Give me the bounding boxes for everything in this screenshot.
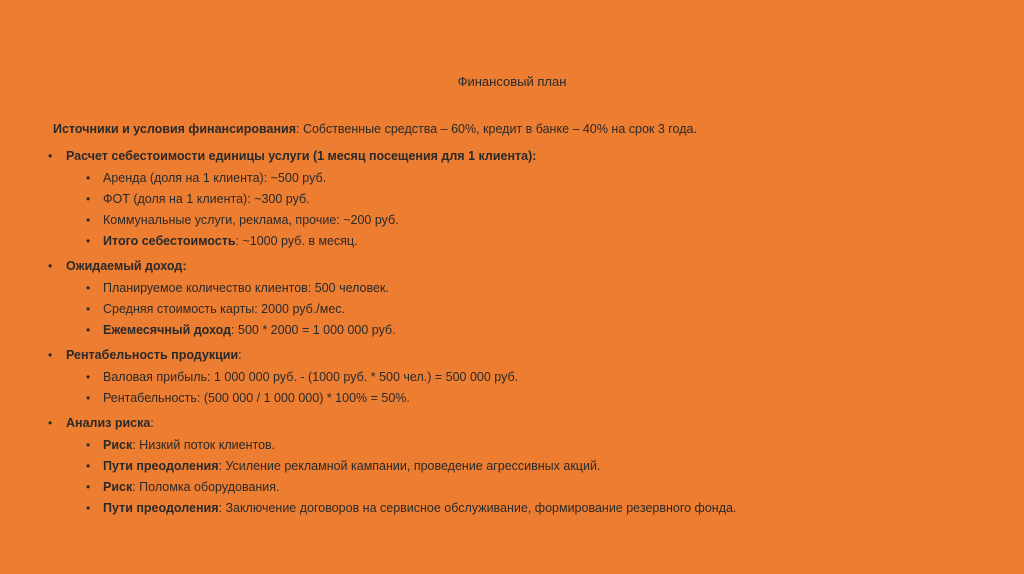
- list-item: [48, 500, 736, 517]
- sub-list: [48, 369, 736, 407]
- sections-list: [48, 148, 736, 525]
- section-heading-suffix: :: [238, 348, 242, 362]
- list-item-label: Пути преодоления: [103, 501, 219, 515]
- section: [48, 258, 736, 339]
- bullet-icon: •: [48, 348, 53, 362]
- sub-list: [48, 437, 736, 517]
- list-item-label: Риск: [103, 480, 133, 494]
- list-item-text: : Низкий поток клиентов.: [132, 438, 276, 452]
- list-item-text: : 500 * 2000 = 1 000 000 руб.: [231, 323, 396, 337]
- list-item-text: Средняя стоимость карты: 2000 руб./мес.: [103, 302, 346, 316]
- list-item-text: : ~1000 руб. в месяц.: [235, 234, 358, 248]
- bullet-icon: •: [86, 480, 91, 494]
- section-heading: [48, 148, 736, 165]
- list-item-label: Риск: [103, 438, 133, 452]
- list-item: [48, 479, 736, 496]
- list-item-text: Рентабельность: (500 000 / 1 000 000) * 100% = 50%.: [103, 391, 410, 405]
- section-heading-text: Ожидаемый доход:: [66, 259, 187, 273]
- section-heading-text: Анализ риска: [66, 416, 151, 430]
- section-heading: [48, 415, 736, 432]
- sub-list: [48, 280, 736, 339]
- bullet-icon: •: [48, 259, 53, 273]
- section: [48, 148, 736, 250]
- section-heading: [48, 258, 736, 275]
- list-item: [48, 369, 736, 386]
- bullet-icon: •: [86, 234, 91, 248]
- list-item-text: Коммунальные услуги, реклама, прочие: ~200 руб.: [103, 213, 399, 227]
- section-heading-suffix: :: [150, 416, 154, 430]
- section: [48, 347, 736, 407]
- bullet-icon: •: [48, 416, 53, 430]
- financing-sources-text: : Собственные средства – 60%, кредит в банке – 40% на срок 3 года.: [296, 122, 697, 136]
- list-item: [48, 322, 736, 339]
- list-item-text: ФОТ (доля на 1 клиента): ~300 руб.: [103, 192, 310, 206]
- bullet-icon: •: [86, 213, 91, 227]
- section: [48, 415, 736, 517]
- section-heading-text: Расчет себестоимости единицы услуги (1 месяц посещения для 1 клиента):: [66, 149, 537, 163]
- bullet-icon: •: [86, 171, 91, 185]
- list-item-label: Ежемесячный доход: [103, 323, 232, 337]
- bullet-icon: •: [86, 501, 91, 515]
- list-item: [48, 301, 736, 318]
- list-item-text: Планируемое количество клиентов: 500 человек.: [103, 281, 389, 295]
- bullet-icon: •: [86, 323, 91, 337]
- list-item-label: Итого себестоимость: [103, 234, 236, 248]
- bullet-icon: •: [86, 281, 91, 295]
- bullet-icon: •: [48, 149, 53, 163]
- bullet-icon: •: [86, 391, 91, 405]
- list-item: [48, 191, 736, 208]
- section-heading: [48, 347, 736, 364]
- list-item: [48, 212, 736, 229]
- bullet-icon: •: [86, 438, 91, 452]
- bullet-icon: •: [86, 459, 91, 473]
- financing-sources-label: Источники и условия финансирования: [53, 122, 296, 136]
- list-item: [48, 233, 736, 250]
- list-item-text: : Поломка оборудования.: [132, 480, 280, 494]
- section-heading-text: Рентабельность продукции: [66, 348, 239, 362]
- bullet-icon: •: [86, 302, 91, 316]
- list-item: [48, 170, 736, 187]
- sub-list: [48, 170, 736, 250]
- bullet-icon: •: [86, 370, 91, 384]
- list-item-text: : Заключение договоров на сервисное обслуживание, формирование резервного фонда.: [218, 501, 737, 515]
- list-item: [48, 280, 736, 297]
- list-item: [48, 437, 736, 454]
- list-item: [48, 390, 736, 407]
- list-item: [48, 458, 736, 475]
- list-item-text: Валовая прибыль: 1 000 000 руб. - (1000 руб. * 500 чел.) = 500 000 руб.: [103, 370, 519, 384]
- list-item-text: Аренда (доля на 1 клиента): ~500 руб.: [103, 171, 327, 185]
- list-item-label: Пути преодоления: [103, 459, 219, 473]
- financing-sources: [53, 121, 697, 138]
- slide-title: Финансовый план: [457, 74, 567, 89]
- bullet-icon: •: [86, 192, 91, 206]
- list-item-text: : Усиление рекламной кампании, проведение агрессивных акций.: [218, 459, 601, 473]
